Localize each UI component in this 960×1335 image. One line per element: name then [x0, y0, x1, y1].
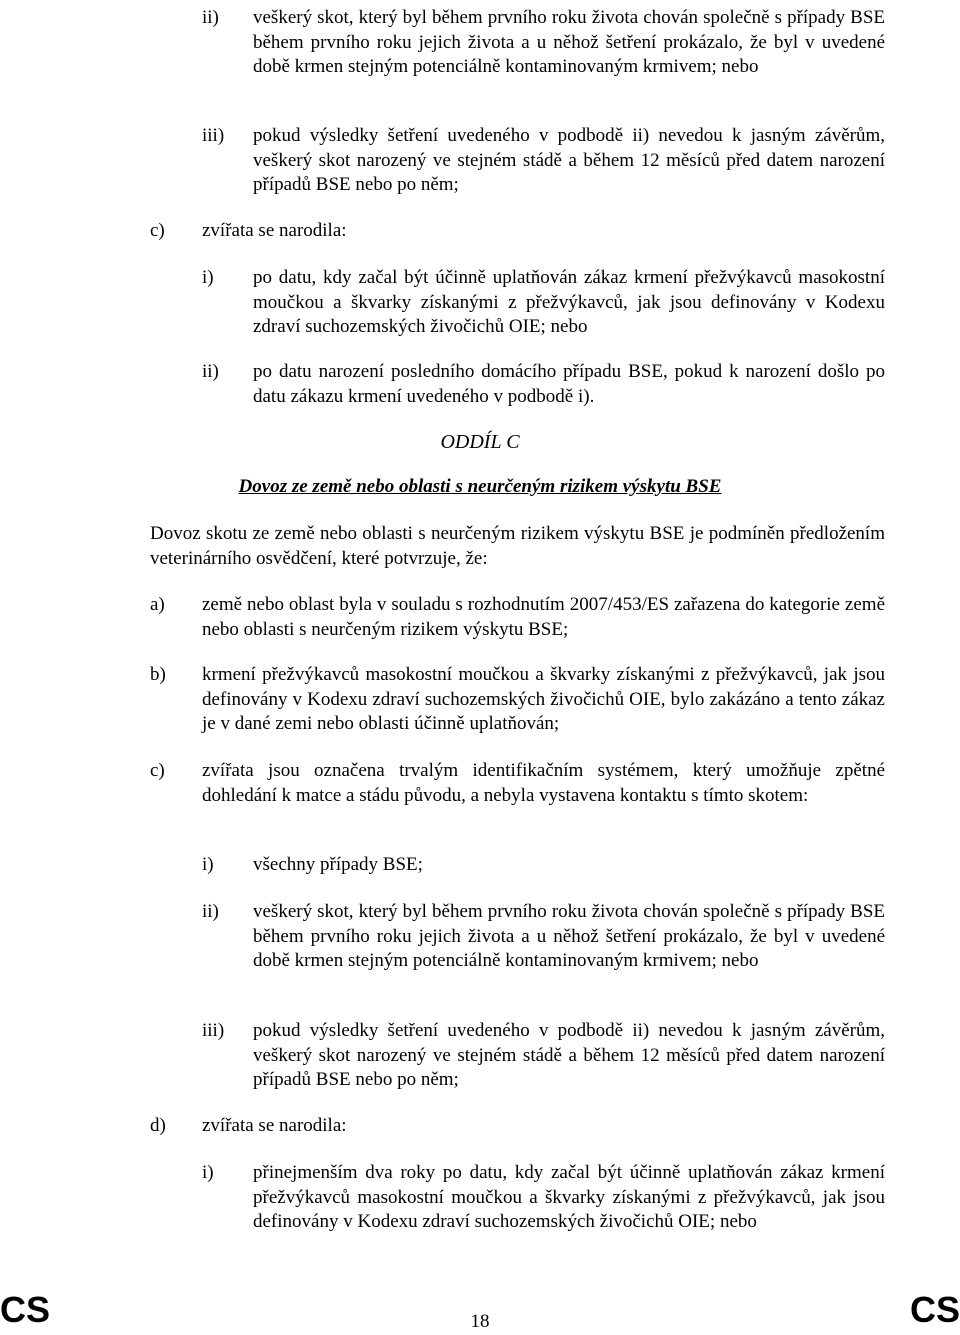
subitem-text: veškerý skot, který byl během prvního roku života chován společně s případy BSE během prvního roku jejich života a u něhož šetření prokázalo, že byl v uvedené době krmen stejným potenciálně kontaminovaným krmivem; nebo	[253, 901, 885, 971]
list-item-label: iii)	[202, 125, 225, 146]
point-text: krmení přežvýkavců masokostní moučkou a škvarky získanými z přežvýkavců, jak jsou definovány v Kodexu zdraví suchozemských živočichů OIE, bylo zakázáno a tento zákaz je v dané zemi nebo oblasti účinně uplatňován;	[202, 664, 885, 734]
point-text: zvířata se narodila:	[202, 220, 347, 241]
point-text: země nebo oblast byla v souladu s rozhodnutím 2007/453/ES zařazena do kategorie země nebo oblasti s neurčeným rizikem výskytu BSE;	[202, 594, 885, 640]
page-number: 18	[470, 1311, 490, 1332]
list-item-text: pokud výsledky šetření uvedeného v podbodě ii) nevedou k jasným závěrům, veškerý skot narozený ve stejném stádě a během 12 měsíců před datem narození případů BSE nebo po něm;	[253, 125, 885, 195]
point-label: c)	[150, 220, 165, 241]
subitem-label: i)	[202, 854, 214, 875]
point-label: c)	[150, 760, 165, 781]
subitem-text: po datu, kdy začal být účinně uplatňován zákaz krmení přežvýkavců masokostní moučkou a škvarky získanými z přežvýkavců, jak jsou definovány v Kodexu zdraví suchozemských živočichů OIE; nebo	[253, 267, 885, 337]
section-title: ODDÍL C	[440, 431, 520, 453]
point-label: b)	[150, 664, 166, 685]
subitem-text: po datu narození posledního domácího případu BSE, pokud k narození došlo po datu zákazu krmení uvedeného v podbodě i).	[253, 361, 885, 407]
point-text: zvířata jsou označena trvalým identifikačním systémem, který umožňuje zpětné dohledání k matce a stádu původu, a nebyla vystavena kontaktu s tímto skotem:	[202, 760, 885, 806]
point-text: zvířata se narodila:	[202, 1115, 347, 1136]
point-label: d)	[150, 1115, 166, 1136]
subitem-text: přinejmenším dva roky po datu, kdy začal být účinně uplatňován zákaz krmení přežvýkavců masokostní moučkou a škvarky získanými z přežvýkavců, jak jsou definovány v Kodexu zdraví suchozemských živočichů OIE; nebo	[253, 1162, 885, 1232]
footer-language-code-left: CS	[0, 1289, 51, 1330]
list-item-text: veškerý skot, který byl během prvního roku života chován společně s případy BSE během prvního roku jejich života a u něhož šetření prokázalo, že byl v uvedené době krmen stejným potenciálně kontaminovaným krmivem; nebo	[253, 7, 885, 77]
subitem-label: ii)	[202, 361, 219, 382]
subitem-text: všechny případy BSE;	[253, 854, 423, 875]
subitem-label: iii)	[202, 1020, 225, 1041]
intro-paragraph: Dovoz skotu ze země nebo oblasti s neurčeným rizikem výskytu BSE je podmíněn předložením veterinárního osvědčení, které potvrzuje, že:	[150, 523, 885, 569]
subitem-text: pokud výsledky šetření uvedeného v podbodě ii) nevedou k jasným závěrům, veškerý skot narozený ve stejném stádě a během 12 měsíců před datem narození případů BSE nebo po něm;	[253, 1020, 885, 1090]
subitem-label: i)	[202, 267, 214, 288]
list-item-label: ii)	[202, 7, 219, 28]
footer-language-code-right: CS	[909, 1289, 960, 1330]
subitem-label: ii)	[202, 901, 219, 922]
point-label: a)	[150, 594, 165, 615]
subitem-label: i)	[202, 1162, 214, 1183]
section-subtitle: Dovoz ze země nebo oblasti s neurčeným rizikem výskytu BSE	[238, 476, 722, 497]
